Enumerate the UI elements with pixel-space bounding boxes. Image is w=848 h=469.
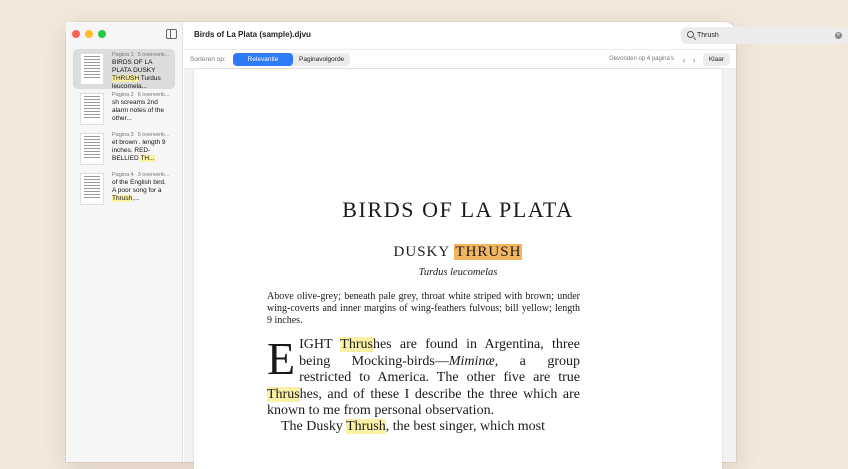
- chevron-left-icon[interactable]: ‹: [682, 55, 686, 65]
- result-page-label: Pagina 1: [112, 52, 134, 58]
- body-paragraph: EIGHT Thrushes are found in Argentina, three being Mocking-birds—Miminæ, a group restricted to America. The other five are true Thrushes, and of these I describe the three which are known to me from personal observation.: [267, 333, 580, 418]
- result-snippet: of the English bird. A poor song for a Thrush,...: [112, 179, 166, 202]
- search-hit: Thrush: [346, 419, 386, 434]
- document-view[interactable]: [184, 69, 736, 462]
- zoom-window-icon[interactable]: [98, 30, 106, 38]
- search-result-item[interactable]: [73, 169, 175, 209]
- page-thumbnail: [80, 53, 104, 85]
- result-match-count: 6 overeenk...: [137, 92, 170, 98]
- result-match-count: 5 overeenk...: [137, 132, 170, 138]
- xmark-circle-icon[interactable]: ✕: [836, 32, 841, 38]
- search-result-item[interactable]: [73, 49, 175, 89]
- minimize-window-icon[interactable]: [85, 30, 93, 38]
- result-page-label: Pagina 2: [112, 92, 134, 98]
- document-page: [194, 69, 722, 469]
- species-description: Above olive-grey; beneath pale grey, throat white striped with brown; under wing-coverts and inner margins of wing-feathers fulvous; bill yellow; length 9 inches.: [267, 291, 580, 326]
- window-controls: [72, 30, 106, 38]
- page-thumbnail: [80, 133, 104, 165]
- sidebar: [66, 22, 183, 462]
- document-title: Birds of La Plata (sample).djvu: [194, 30, 311, 39]
- result-snippet: et brown . length 9 inches. RED-BELLIED TH...: [112, 139, 166, 162]
- result-snippet: BIRDS OF LA PLATA DUSKY THRUSH Turdus leucomela...: [112, 59, 161, 90]
- sidebar-toggle-icon[interactable]: [166, 29, 177, 39]
- search-field[interactable]: [681, 27, 848, 44]
- drop-cap: E: [267, 333, 296, 384]
- sort-relevance-button[interactable]: Relevantie: [233, 53, 293, 66]
- sort-segmented-control: [233, 53, 350, 66]
- search-input[interactable]: [697, 29, 827, 42]
- find-bar: [184, 49, 736, 69]
- latin-name: Turdus leucomelas: [418, 267, 498, 278]
- species-heading: DUSKY THRUSH: [393, 244, 522, 260]
- search-result-item[interactable]: [73, 129, 175, 169]
- chevron-right-icon[interactable]: ›: [692, 55, 696, 65]
- page-thumbnail: [80, 93, 104, 125]
- sort-page-order-button[interactable]: Paginavolgorde: [293, 53, 350, 66]
- search-hit: Thrus: [340, 337, 373, 352]
- search-results-list: [73, 49, 175, 209]
- search-hit: Thrus: [267, 386, 300, 402]
- app-window: [66, 22, 841, 462]
- search-icon: [687, 31, 694, 38]
- sort-label: Sorteren op:: [190, 56, 226, 63]
- result-match-count: 3 overeenk...: [137, 172, 170, 178]
- body-paragraph: The Dusky Thrush, the best singer, which most: [281, 419, 545, 434]
- result-match-count: 5 overeenk...: [137, 52, 170, 58]
- result-page-label: Pagina 4: [112, 172, 134, 178]
- results-count: Gevonden op 4 pagina's: [609, 56, 674, 62]
- result-snippet: sh screams 2nd alarm notes of the other...: [112, 99, 165, 122]
- close-window-icon[interactable]: [72, 30, 80, 38]
- search-result-item[interactable]: [73, 89, 175, 129]
- done-button[interactable]: Klaar: [703, 53, 730, 66]
- book-title: BIRDS OF LA PLATA: [342, 197, 574, 222]
- current-search-hit: THRUSH: [455, 244, 522, 260]
- result-page-label: Pagina 3: [112, 132, 134, 138]
- page-thumbnail: [80, 173, 104, 205]
- toolbar: [184, 22, 841, 49]
